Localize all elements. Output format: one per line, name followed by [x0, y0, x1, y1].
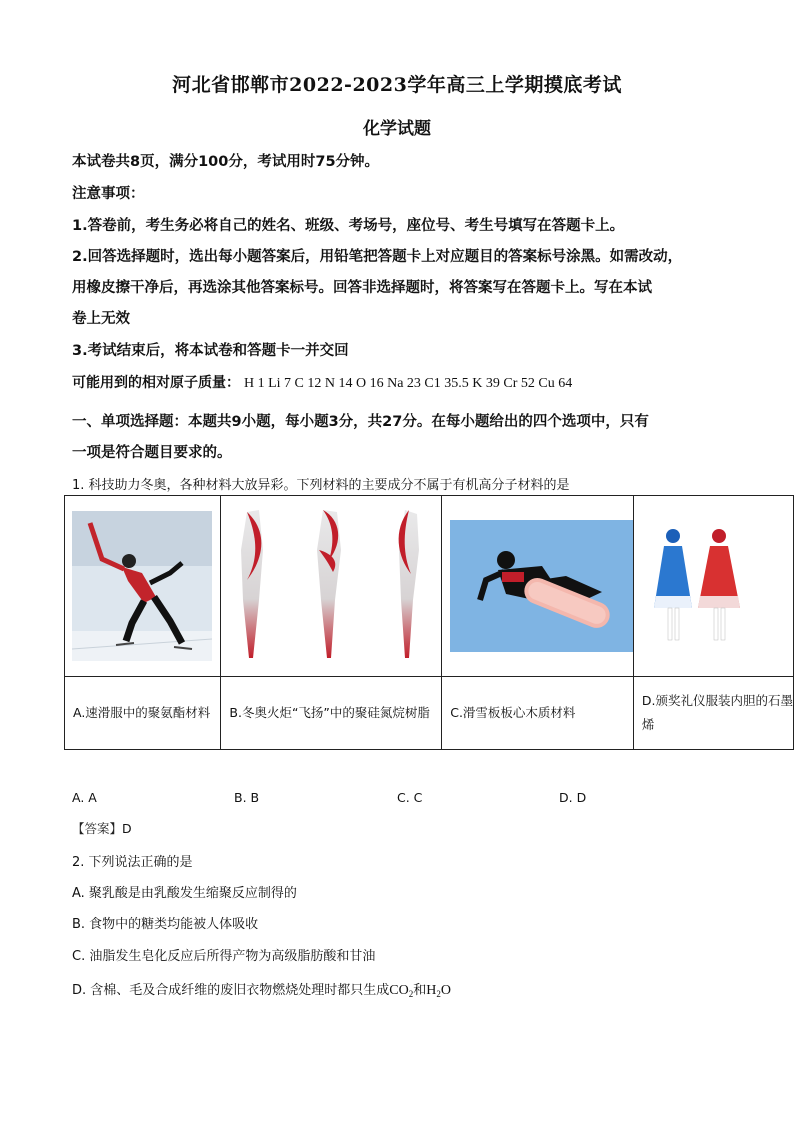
co2-subscript: 2 [408, 989, 414, 999]
question-1-table [64, 495, 794, 750]
caption-c [442, 677, 634, 750]
q2-option-a: A. 聚乳酸是由乳酸发生缩聚反应制得的 [72, 886, 297, 901]
answer-value: D [122, 821, 132, 836]
q1-option-b: B. B [234, 790, 260, 805]
speed-skater-image [72, 511, 212, 661]
answer-tag: 【答案】 [72, 821, 123, 836]
caption-d [633, 677, 793, 750]
q1-answer [72, 819, 132, 837]
atomic-masses-values: H 1 Li 7 C 12 N 14 O 16 Na 23 C1 35.5 K 39 Cr 52 Cu 64 [244, 376, 573, 391]
q2-option-c: C. 油脂发生皂化反应后所得产物为高级脂肪酸和甘油 [72, 949, 376, 964]
image-cell-a [65, 496, 221, 677]
h2o-o: O [440, 983, 451, 998]
q1-option-c: C. C [397, 790, 423, 805]
section-1-heading-line-2: 一项是符合题目要求的。 [72, 445, 232, 461]
section-1-heading-line-1: 一、单项选择题：本题共9小题，每小题3分，共27分。在每小题给出的四个选项中，只有 [72, 414, 649, 430]
q1-option-d: D. D [559, 790, 587, 805]
ceremony-uniform-image [652, 526, 742, 656]
co2-formula [389, 983, 413, 998]
q1-option-a: A. A [72, 790, 97, 805]
caption-b [221, 677, 442, 750]
caption-a [65, 677, 221, 750]
conjunction-and: 和 [413, 983, 427, 998]
caption-d-text-line-2: 烯 [641, 717, 655, 732]
caption-b-text: B.冬奥火炬“飞扬”中的聚硅氮烷树脂 [229, 705, 430, 720]
exam-title: 河北省邯郸市2022-2023学年高三上学期摸底考试 [172, 74, 622, 96]
image-cell-d [633, 496, 793, 677]
h2o-h: H [426, 983, 437, 998]
notes-heading: 注意事项： [72, 186, 145, 202]
q2-option-b: B. 食物中的糖类均能被人体吸收 [72, 917, 259, 932]
question-1-stem: 1. 科技助力冬奥，各种材料大放异彩。下列材料的主要成分不属于有机高分子材料的是 [72, 478, 570, 493]
snowboarder-image [450, 520, 633, 652]
question-2-stem: 2. 下列说法正确的是 [72, 855, 193, 870]
image-cell-c [442, 496, 634, 677]
note-item-2-line-1: 2.回答选择题时，选出每小题答案后，用铅笔把答题卡上对应题目的答案标号涂黑。如需改动， [72, 249, 683, 265]
atomic-masses [72, 372, 572, 392]
co2-base: CO [389, 983, 409, 998]
note-item-3: 3.考试结束后，将本试卷和答题卡一并交回 [72, 343, 349, 359]
q2-option-d-text: D. 含棉、毛及合成纤维的废旧衣物燃烧处理时都只生成 [72, 983, 390, 998]
exam-subtitle: 化学试题 [363, 119, 431, 139]
olympic-torch-image [233, 510, 441, 660]
caption-a-text: A.速滑服中的聚氨酯材料 [73, 705, 211, 720]
atomic-masses-label: 可能用到的相对原子质量： [72, 375, 240, 391]
caption-c-text: C.滑雪板板心木质材料 [450, 705, 576, 720]
note-item-1: 1.答卷前，考生务必将自己的姓名、班级、考场号，座位号、考生号填写在答题卡上。 [72, 218, 625, 234]
h2o-formula [426, 983, 451, 998]
h2o-subscript: 2 [436, 989, 441, 999]
exam-info: 本试卷共8页，满分100分，考试用时75分钟。 [72, 154, 380, 170]
note-item-2-line-2: 用橡皮擦干净后，再选涂其他答案标号。回答非选择题时，将答案写在答题卡上。写在本试 [72, 280, 652, 296]
note-item-2-line-3: 卷上无效 [72, 311, 130, 327]
q2-option-d [72, 979, 451, 999]
image-cell-b [221, 496, 442, 677]
caption-d-text-line-1: D.颁奖礼仪服装内胆的石墨 [641, 693, 793, 708]
